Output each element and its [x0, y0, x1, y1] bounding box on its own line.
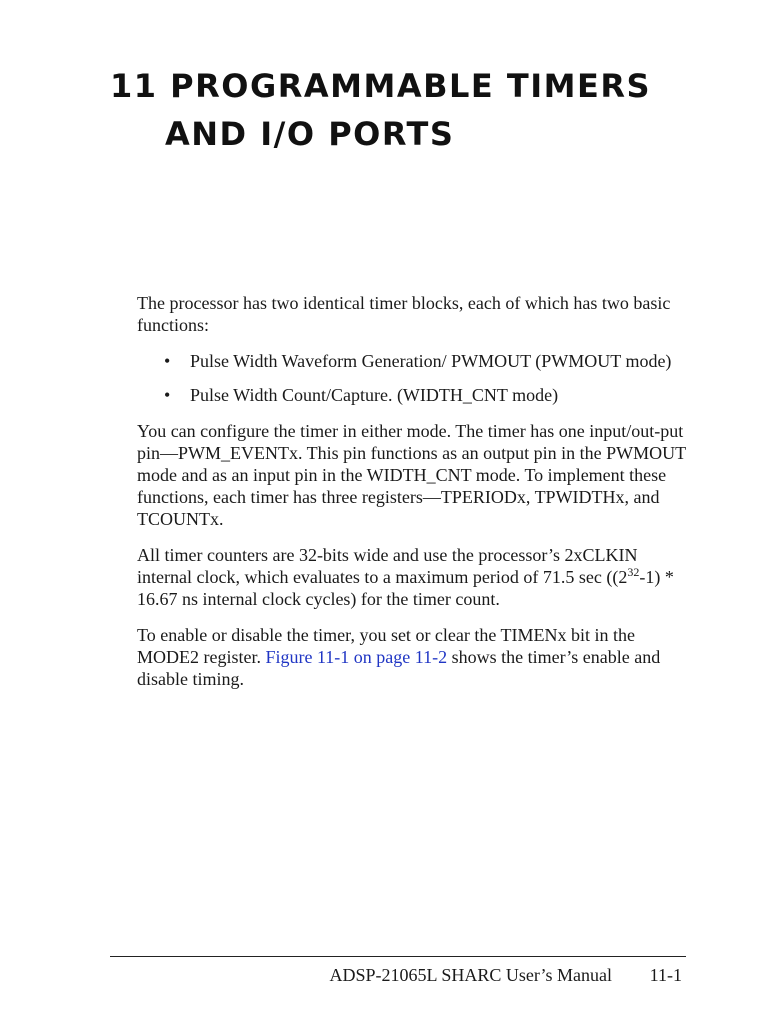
chapter-title-line-1: 11 PROGRAMMABLE TIMERS: [110, 67, 651, 105]
function-list: [137, 350, 697, 406]
footer-manual-title: ADSP-21065L SHARC User’s Manual: [329, 965, 612, 985]
counters-text-end: -1) * 16.67 ns internal clock cycles) for the timer count.: [137, 567, 674, 609]
bullet-icon: •: [164, 385, 171, 405]
chapter-title-line-2: AND I/O PORTS: [165, 115, 455, 153]
footer-divider: [110, 956, 686, 957]
intro-paragraph: The processor has two identical timer blocks, each of which has two basic functions:: [137, 293, 671, 335]
body-text: [137, 292, 697, 704]
list-item: [137, 350, 697, 372]
page-number: 11-1: [649, 965, 682, 985]
list-item-text: Pulse Width Waveform Generation/ PWMOUT (PWMOUT mode): [190, 351, 672, 371]
bullet-icon: •: [164, 351, 171, 371]
enable-paragraph: [137, 624, 697, 690]
counters-paragraph: [137, 544, 697, 610]
list-item-text: Pulse Width Count/Capture. (WIDTH_CNT mode): [190, 385, 559, 405]
counters-text-start: All timer counters are 32-bits wide and use the processor’s 2xCLKIN internal clock, which evaluates to a maximum period of 71.5 sec ((2: [137, 545, 638, 587]
config-paragraph: You can configure the timer in either mode. The timer has one input/out-put pin—PWM_EVENTx. This pin functions as an output pin in the PWMOUT mode and as an input pin in the WIDTH_CNT mode. To implement these functions, each timer has three registers—TPERIODx, TPWIDTHx, and TCOUNTx.: [137, 421, 686, 529]
figure-cross-reference-link[interactable]: Figure 11-1 on page 11-2: [265, 647, 448, 667]
chapter-title: [110, 62, 730, 158]
enable-text-end: shows the timer’s enable and disable timing.: [137, 647, 661, 689]
list-item: [137, 384, 697, 406]
exponent: 32: [627, 565, 640, 579]
enable-text-start: To enable or disable the timer, you set or clear the TIMENx bit in the MODE2 register.: [137, 625, 636, 667]
